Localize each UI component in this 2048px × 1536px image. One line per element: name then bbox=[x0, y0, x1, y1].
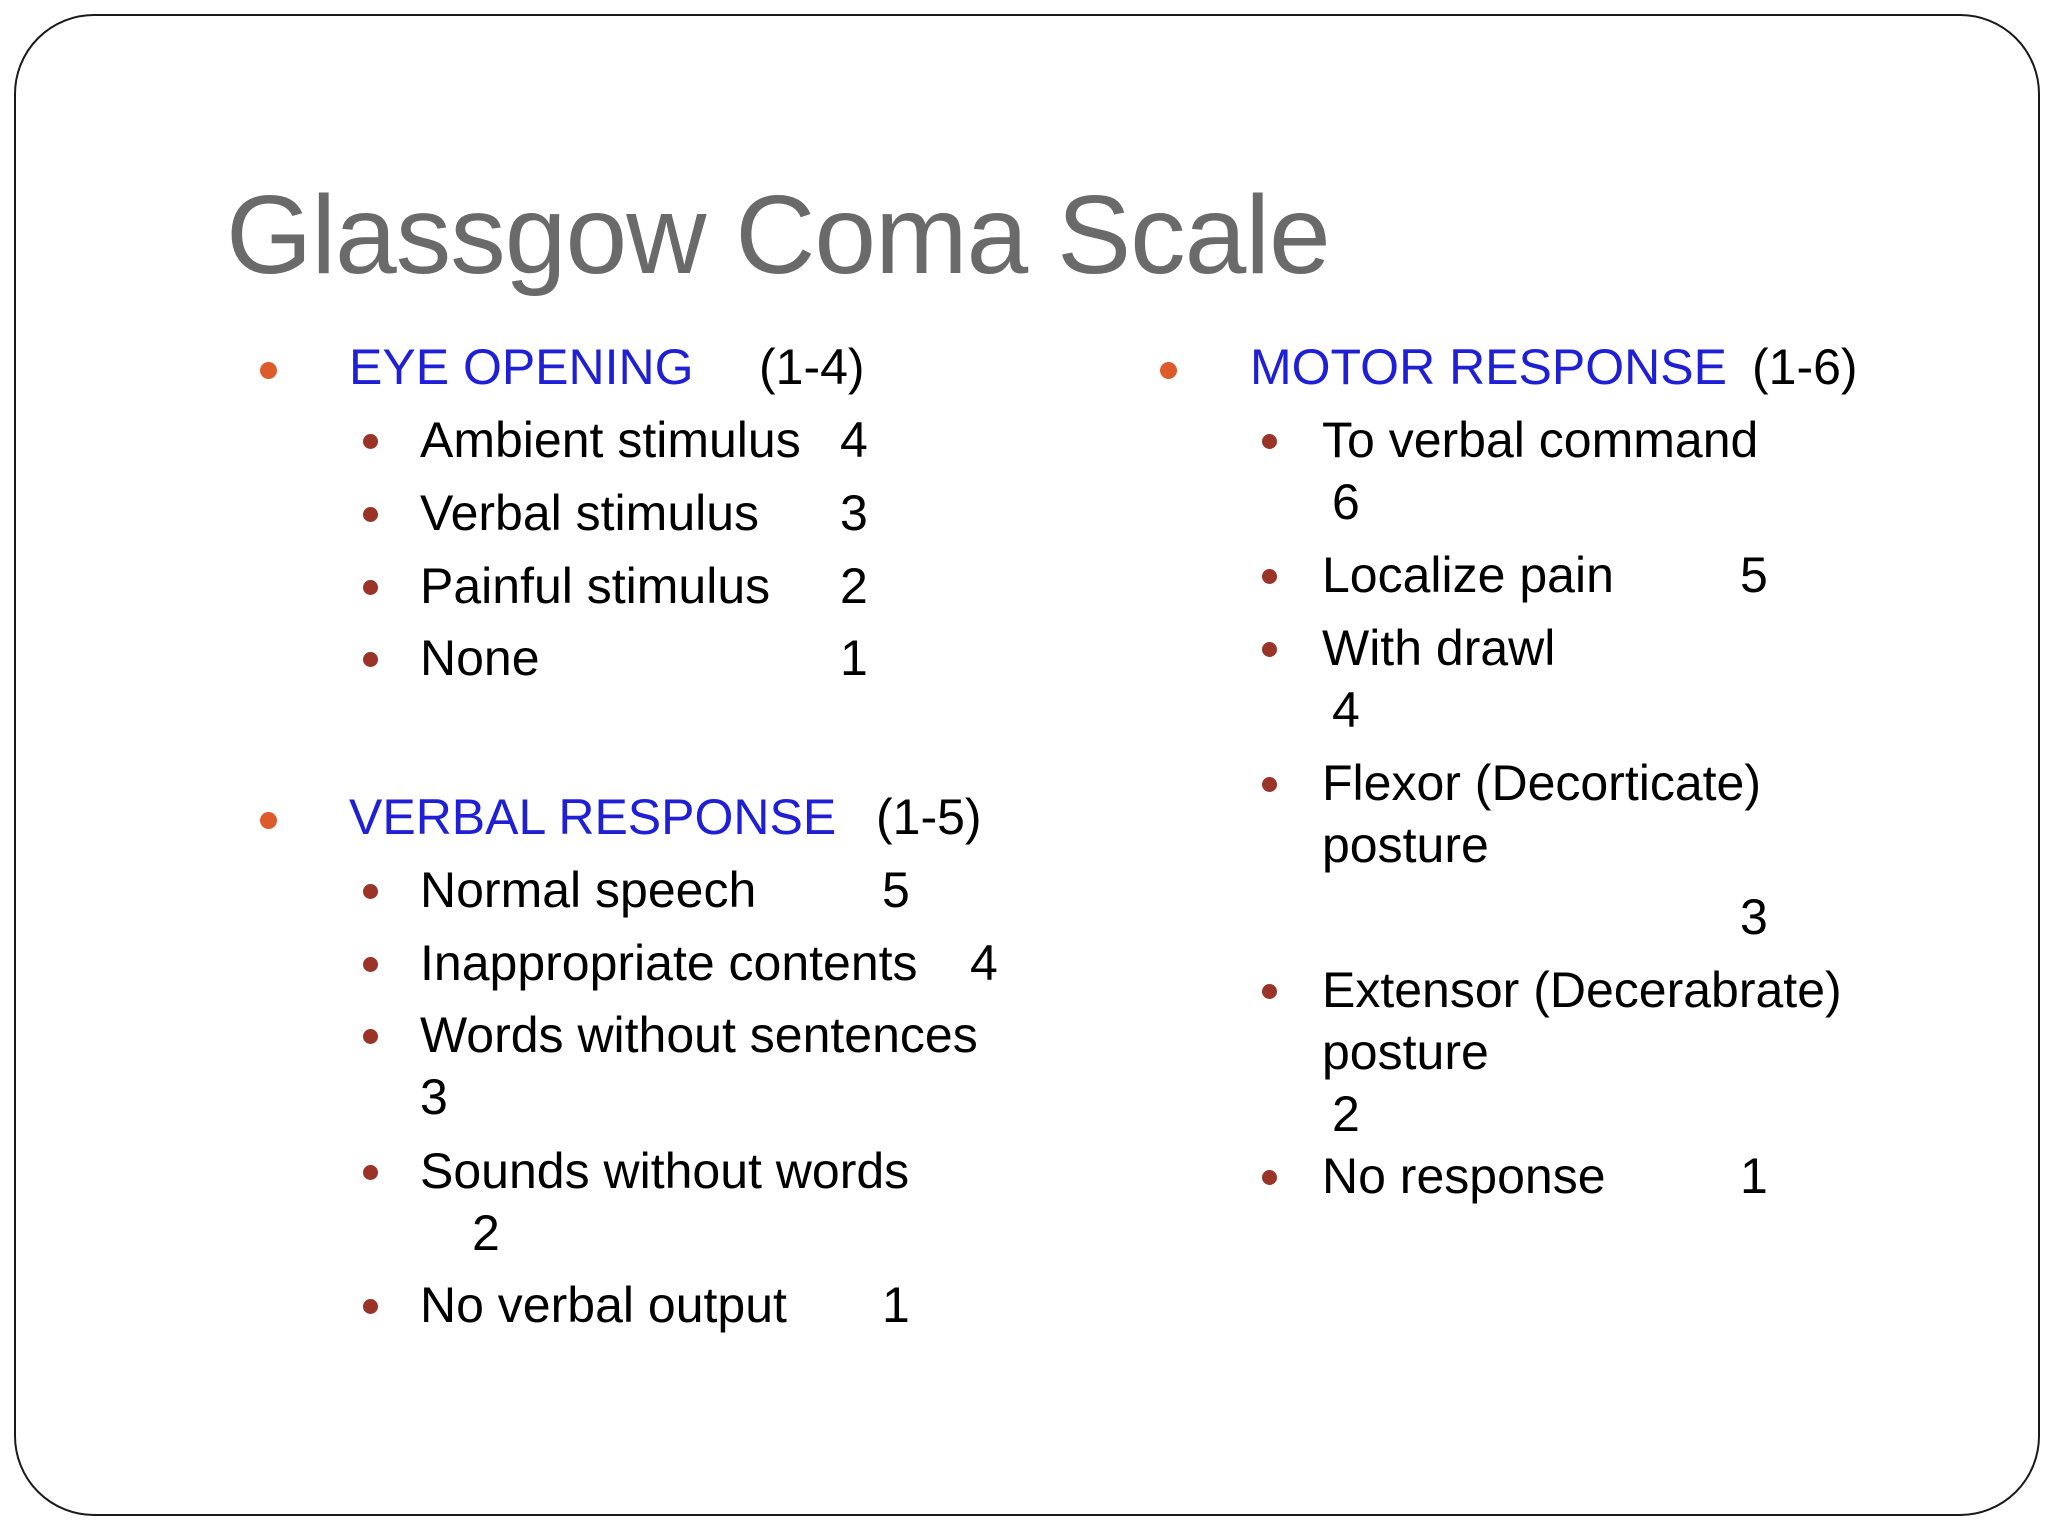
verbal-item-score: 5 bbox=[882, 862, 910, 918]
motor-item-label: To verbal command bbox=[1322, 412, 1759, 468]
verbal-item-score: 3 bbox=[420, 1069, 448, 1125]
verbal-response-range: (1-5) bbox=[876, 789, 982, 845]
list-bullet bbox=[363, 652, 378, 667]
motor-item-label: With drawl bbox=[1322, 620, 1556, 676]
list-bullet bbox=[1262, 434, 1277, 449]
motor-item-score: 6 bbox=[1332, 474, 1360, 530]
motor-item-label: No response bbox=[1322, 1148, 1606, 1204]
eye-item-score: 3 bbox=[840, 485, 868, 541]
verbal-item-score: 2 bbox=[472, 1205, 500, 1261]
eye-item-label: Painful stimulus bbox=[420, 558, 771, 614]
motor-item-label: Extensor (Decerabrate) bbox=[1322, 962, 1842, 1018]
section-bullet-motor bbox=[1160, 362, 1177, 379]
verbal-item-label: Inappropriate contents bbox=[420, 935, 918, 991]
section-bullet-verbal bbox=[260, 812, 277, 829]
list-bullet bbox=[363, 507, 378, 522]
slide-title: Glassgow Coma Scale bbox=[226, 173, 1330, 297]
motor-response-range: (1-6) bbox=[1752, 339, 1858, 395]
eye-item-score: 2 bbox=[840, 558, 868, 614]
list-bullet bbox=[1262, 1170, 1277, 1185]
verbal-item-score: 1 bbox=[882, 1277, 910, 1333]
list-bullet bbox=[363, 1299, 378, 1314]
motor-response-heading: MOTOR RESPONSE bbox=[1250, 339, 1727, 395]
eye-opening-range: (1-4) bbox=[759, 339, 865, 395]
eye-opening-heading: EYE OPENING bbox=[349, 339, 694, 395]
list-bullet bbox=[1262, 569, 1277, 584]
list-bullet bbox=[363, 884, 378, 899]
motor-item-label: Localize pain bbox=[1322, 547, 1614, 603]
list-bullet bbox=[363, 1029, 378, 1044]
eye-item-label: Verbal stimulus bbox=[420, 485, 760, 541]
list-bullet bbox=[1262, 642, 1277, 657]
verbal-item-label: Sounds without words bbox=[420, 1143, 910, 1199]
eye-item-label: None bbox=[420, 630, 540, 686]
list-bullet bbox=[1262, 984, 1277, 999]
eye-item-score: 4 bbox=[840, 412, 868, 468]
eye-item-label: Ambient stimulus bbox=[420, 412, 801, 468]
motor-item-score: 5 bbox=[1740, 547, 1768, 603]
verbal-item-label: Words without sentences bbox=[420, 1007, 978, 1063]
motor-item-score: 3 bbox=[1740, 889, 1768, 945]
verbal-item-label: No verbal output bbox=[420, 1277, 787, 1333]
section-bullet-eye bbox=[260, 362, 277, 379]
motor-item-label-cont: posture bbox=[1322, 817, 1489, 873]
list-bullet bbox=[363, 957, 378, 972]
verbal-item-score: 4 bbox=[970, 935, 998, 991]
verbal-response-heading: VERBAL RESPONSE bbox=[349, 789, 837, 845]
verbal-item-label: Normal speech bbox=[420, 862, 757, 918]
motor-item-label: Flexor (Decorticate) bbox=[1322, 755, 1761, 811]
motor-item-score: 4 bbox=[1332, 682, 1360, 738]
list-bullet bbox=[1262, 777, 1277, 792]
list-bullet bbox=[363, 434, 378, 449]
motor-item-label-cont: posture bbox=[1322, 1024, 1489, 1080]
eye-item-score: 1 bbox=[840, 630, 868, 686]
motor-item-score: 2 bbox=[1332, 1086, 1360, 1142]
list-bullet bbox=[363, 1165, 378, 1180]
motor-item-score: 1 bbox=[1740, 1148, 1768, 1204]
list-bullet bbox=[363, 580, 378, 595]
